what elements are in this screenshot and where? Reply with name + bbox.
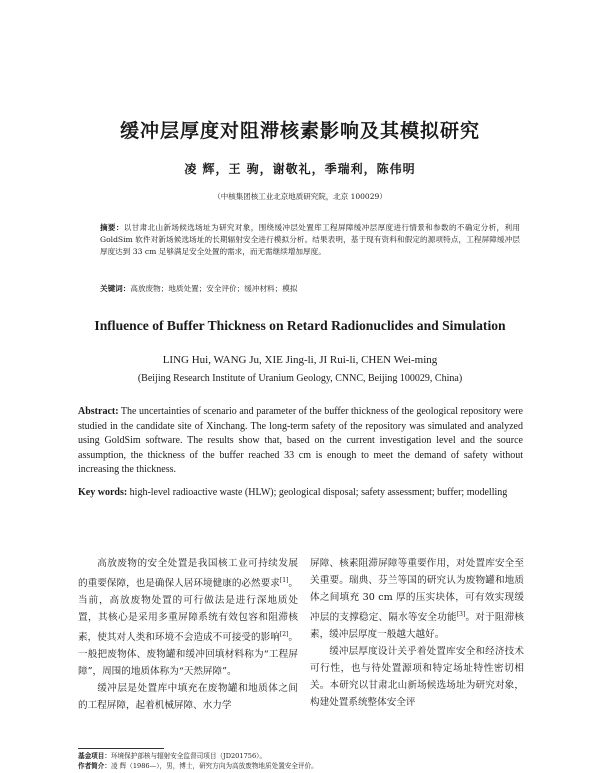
body-left-paragraph-2: 缓冲层是处置库中填充在废物罐和地质体之间的工程屏障，起着机械屏障、水力学 — [78, 683, 298, 712]
footnotes — [78, 751, 528, 771]
body-column-left — [78, 555, 298, 714]
abstract-en — [78, 405, 523, 478]
body-left-paragraph-1 — [78, 555, 298, 680]
keywords-en-text: high-level radioactive waste (HLW); geological disposal; safety assessment; buffer; modelling — [129, 487, 508, 498]
body-right-paragraph-2: 缓冲层厚度设计关乎着处置库安全和经济技术可行性，也与待处置源项和特定场址特性密切相关。本研究以甘肃北山新场候选场址为研究对象，构建处置系统整体安全评 — [310, 646, 524, 709]
abstract-cn-label: 摘要： — [100, 223, 124, 232]
body-text: 。对于阻滞核素，缓冲层厚度一般越大越好。 — [310, 612, 525, 641]
footnote-author-label: 作者简介： — [78, 762, 111, 770]
body-text: 。一般把废物体、废物罐和缓冲回填材料称为“工程屏障”，周围的地质体称为“天然屏障”。 — [78, 632, 299, 678]
keywords-cn-text: 高放废物；地质处置；安全评价；缓冲材料；模拟 — [130, 284, 298, 293]
citation-ref: [3] — [456, 611, 466, 618]
citation-ref: [2] — [279, 631, 289, 639]
citation-ref: [1] — [279, 577, 289, 584]
abstract-en-label: Abstract: — [78, 406, 119, 417]
keywords-en — [78, 486, 523, 501]
footnote-fund-text: 环境保护部核与辐射安全监督司项目（JD201756）。 — [110, 752, 267, 760]
keywords-cn-label: 关键词： — [100, 284, 131, 293]
abstract-en-text: The uncertainties of scenario and parameter of the buffer thickness of the geological repository were studied in the candidate site of Xinchang. The long-term safety of the repository was simulated and analyzed using GoldSim software. The results show that, based on the current investigation level and the source assumption, the thickness of the buffer reached 33 cm is enough to meet the demand of safety without increasing the thickness. — [78, 406, 523, 475]
abstract-cn-text: 以甘肃北山新场候选场址为研究对象，围绕缓冲层处置库工程屏障缓冲层厚度进行情景和参数的不确定分析，利用 GoldSim 软件对新场候选场址的长期辐射安全进行模拟分析。结果表明，基于现有资料和假定的源项特点，工程屏障缓冲层厚度达到 33 cm 足够满足安全处置的需求，而无需继续增加厚度。 — [100, 223, 520, 257]
body-column-right — [310, 555, 524, 711]
keywords-cn — [100, 283, 520, 295]
body-text: 屏障、核素阻滞屏障等重要作用，对处置库安全至关重要。瑞典、芬兰等国的研究认为废物罐和地质体之间填充 30 cm 厚的压实块体，可有效实现缓冲层的支撑稳定、隔水等安全功能 — [310, 558, 524, 624]
footnote-fund — [78, 751, 528, 761]
footnote-author-text: 凌 辉（1986—），男，博士，研究方向为高放废物地质处置安全评价。 — [110, 762, 318, 770]
paper-title-en: Influence of Buffer Thickness on Retard Radionuclides and Simulation — [94, 318, 506, 333]
body-text: 。当前，高放废物处置的可行做法是进行深地质处置，其核心是采用多重屏障系统有效包容和阻滞核素，使其对人类和环境不会造成不可接受的影响 — [78, 578, 299, 644]
body-text: 高放废物的安全处置是我国核工业可持续发展的重要保障，也是确保人居环境健康的必然要求 — [78, 558, 298, 590]
affiliation-en: (Beijing Research Institute of Uranium Geology, CNNC, Beijing 100029, China) — [137, 373, 463, 384]
footnote-author — [78, 761, 528, 771]
authors-en: LING Hui, WANG Ju, XIE Jing-li, JI Rui-li, CHEN Wei-ming — [162, 354, 438, 366]
affiliation-cn: （中核集团核工业北京地质研究院，北京 100029） — [213, 192, 387, 201]
footnote-fund-label: 基金项目： — [78, 752, 111, 760]
body-right-paragraph-1 — [310, 555, 524, 643]
abstract-cn — [100, 222, 520, 259]
footnote-rule — [78, 748, 164, 749]
keywords-en-label: Key words: — [78, 487, 128, 498]
authors-cn: 凌 辉，王 驹，谢敬礼，季瑞利，陈伟明 — [184, 162, 416, 176]
paper-title-cn: 缓冲层厚度对阻滞核素影响及其模拟研究 — [119, 120, 480, 142]
